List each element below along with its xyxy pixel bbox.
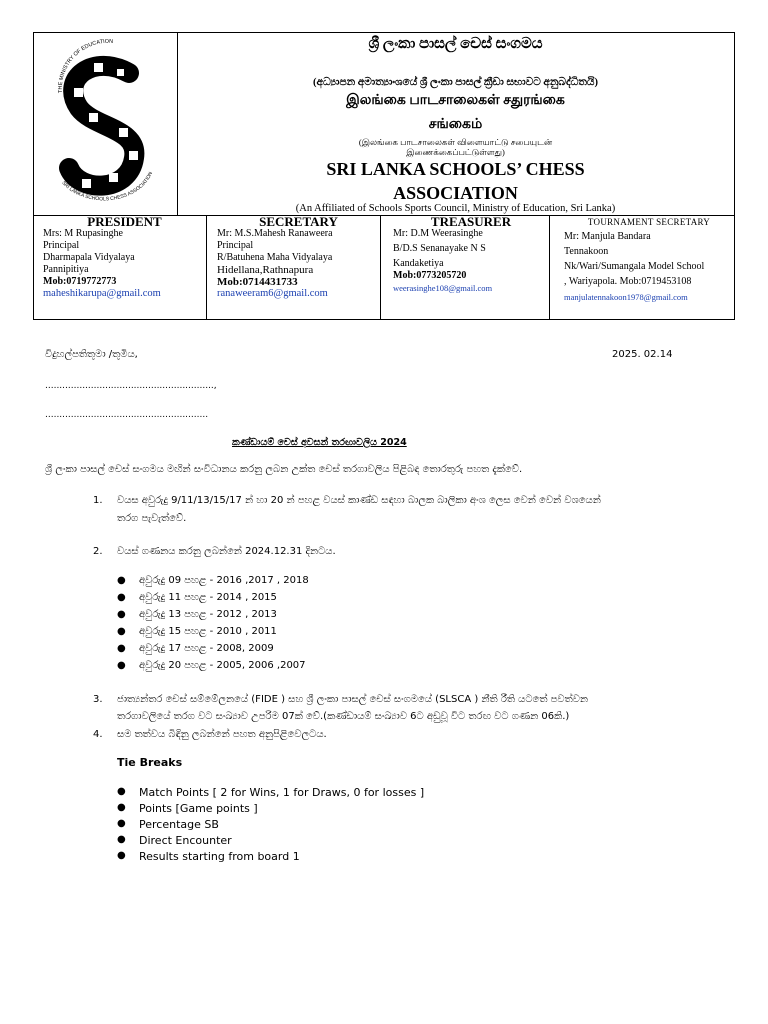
item-2-line-1: වයස් ගණනය කරනු ලබන්නේ 2024.12.31 දිනටය. [117,546,336,557]
bullet-icon: ● [117,802,126,813]
officer-line: Hidellana,Rathnapura [217,264,314,276]
officer-line: Mrs: M Rupasinghe [43,228,123,239]
subtitle-tamil-line-1: (இலங்கை பாடசாலைகள் விளையாட்டு சபையுடன் [358,137,553,147]
title-tamil-line-1: இலங்கை பாடசாலைகள் சதுரங்கை [346,93,565,108]
letter-date: 2025. 02.14 [612,349,673,360]
bullet-icon: ● [117,626,126,637]
item-4-line-1: සම තත්වය බිඳිනු ලබන්නේ පහත අනුපිළිවෙලටය. [117,729,327,740]
officer-line: Principal [43,240,80,251]
item-number: 4. [93,729,103,740]
tie-break-item: Results starting from board 1 [139,850,300,863]
officer-mobile: , Wariyapola. Mob:0719453108 [564,276,692,287]
officer-role: PRESIDENT [87,214,162,229]
bullet-icon: ● [117,818,126,829]
bullet-icon: ● [117,786,126,797]
letter-heading: කණ්ඩායම් චෙස් අවසන් තරඟාවලිය 2024 [232,437,407,448]
officer-line: Tennakoon [564,246,609,257]
age-group-item: අවුරුදු 11 පහළ - 2014 , 2015 [139,592,277,603]
intro-paragraph: ශ්‍රී ලංකා පාසල් චෙස් සංගමය මඟින් සංවිධානය කරනු ලබන උක්ත චෙස් තරගාවලිය පිළිබඳ තොරතුරු පහත දැක්වේ. [45,464,523,475]
officer-line: Mr: D.M Weerasinghe [393,228,483,239]
title-english-line-2: ASSOCIATION [393,183,518,203]
logo-top-text: THE MINISTRY OF EDUCATION [57,38,114,94]
officer-role: TREASURER [430,214,512,229]
officer-email-link[interactable]: manjulatennakoon1978@gmail.com [564,292,688,302]
officer-line: Pannipitiya [43,264,89,275]
tie-breaks-title: Tie Breaks [117,756,183,769]
age-group-item: අවුරුදු 15 පහළ - 2010 , 2011 [139,626,277,637]
tie-break-item: Direct Encounter [139,834,232,847]
age-group-item: අවුරුදු 20 පහළ - 2005, 2006 ,2007 [139,660,306,671]
item-3-line-2: තරගාවලියේ තරග වට සංඛ්‍යාව උපරිම 07ක් වේ.(කණ්ඩායම් සංඛ්‍යාව 6ට අඩුවූ විට තරඟ වට ගණන 06කි.) [117,711,570,722]
officer-line: B/D.S Senanayake N S [393,243,486,254]
officer-line: Mr: Manjula Bandara [564,231,651,242]
officer-role: TOURNAMENT SECRETARY [587,217,711,227]
officer-line: R/Batuhena Maha Vidyalaya [217,252,333,263]
age-group-item: අවුරුදු 09 පහළ - 2016 ,2017 , 2018 [139,575,309,586]
salutation: විදුහල්පතිතුමා /තුමිය, [45,349,138,360]
item-number: 2. [93,546,103,557]
age-group-item: අවුරුදු 13 පහළ - 2012 , 2013 [139,609,277,620]
item-3-line-1: ජාත්‍යන්තර චෙස් සම්මේලනයේ (FIDE ) සහ ශ්‍රී ලංකා පාසල් චෙස් සංගමයේ (SLSCA ) නීති රීති යටතේ පවත්වන [117,694,589,705]
officer-line: Dharmapala Vidyalaya [43,252,135,263]
bullet-icon: ● [117,575,126,586]
bullet-icon: ● [117,850,126,861]
affiliation-note: (An Affiliated of Schools Sports Council, Ministry of Education, Sri Lanka) [295,203,616,214]
officer-line: Mr: M.S.Mahesh Ranaweera [217,228,333,239]
officer-line: Nk/Wari/Sumangala Model School [564,261,705,272]
bullet-icon: ● [117,834,126,845]
address-dots-1: ..........................................................., [45,381,217,391]
item-number: 1. [93,495,103,506]
title-english-line-1: SRI LANKA SCHOOLS’ CHESS [326,159,585,179]
address-dots-2: ......................................................... [45,410,209,420]
subtitle-tamil-line-2: இணைக்கைப்பட்டுள்ளது) [406,147,505,157]
bullet-icon: ● [117,609,126,620]
item-1-line-1: වයස අවුරුදු 9/11/13/15/17 න් හා 20 න් පහළ වයස් කාණ්ඩ සඳහා බාලක බාලිකා අංශ ලෙස වෙන් වෙන් වශයෙන් [117,495,601,506]
tie-break-item: Percentage SB [139,818,219,831]
bullet-icon: ● [117,660,126,671]
subtitle-sinhala: (අධ්‍යාපන අමාත්‍යාංශයේ ශ්‍රී ලංකා පාසල් ක්‍රීඩා සභාවට අනුබද්ධිතයි) [313,77,598,88]
bullet-icon: ● [117,592,126,603]
item-number: 3. [93,694,103,705]
title-sinhala: ශ්‍රී ලංකා පාසල් චෙස් සංගමය [368,36,543,52]
officer-line: Principal [217,240,254,251]
age-group-item: අවුරුදු 17 පහළ - 2008, 2009 [139,643,274,654]
tie-break-item: Points [Game points ] [139,802,258,815]
officer-email-link[interactable]: ranaweeram6@gmail.com [217,288,328,299]
bullet-icon: ● [117,643,126,654]
officer-line: Kandaketiya [393,258,444,269]
title-tamil-line-2: சங்கைம் [428,117,483,132]
tie-break-item: Match Points [ 2 for Wins, 1 for Draws, 0 for losses ] [139,786,425,799]
officer-role: SECRETARY [259,214,338,229]
officer-mobile: Mob:0719772773 [43,276,117,287]
officer-mobile: Mob:0773205720 [393,270,467,281]
officer-email-link[interactable]: maheshikarupa@gmail.com [43,288,161,299]
logo-bottom-text: SRI LANKA SCHOOLS CHESS ASSOCIATION [60,171,155,203]
officer-email-link[interactable]: weerasinghe108@gmail.com [393,283,493,293]
item-1-line-2: තරග පැවැත්වේ. [117,513,187,524]
officer-mobile: Mob:0714431733 [217,276,298,288]
